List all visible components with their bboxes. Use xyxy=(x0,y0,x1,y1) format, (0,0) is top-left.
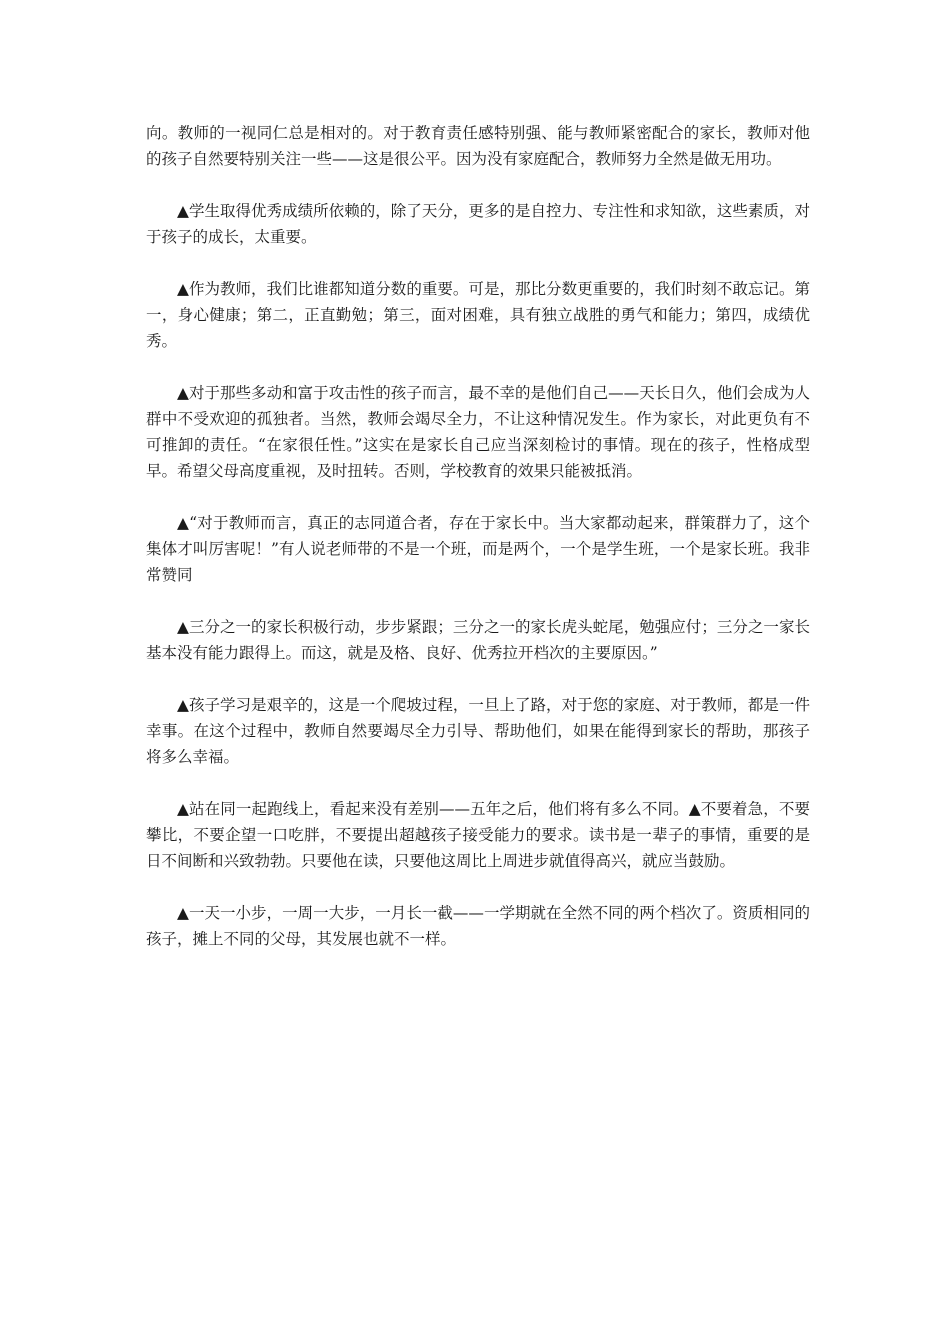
paragraph-uphill-learning: ▲孩子学习是艰辛的，这是一个爬坡过程，一旦上了路，对于您的家庭、对于教师，都是一件幸事。在这个过程中，教师自然要竭尽全力引导、帮助他们，如果在能得到家长的帮助，那孩子将多么幸福。 xyxy=(146,696,810,766)
paragraph-like-minded-parents: ▲“对于教师而言，真正的志同道合者，存在于家长中。当大家都动起来，群策群力了，这个集体才叫厉害呢！”有人说老师带的不是一个班，而是两个，一个是学生班，一个是家长班。我非常赞同 xyxy=(146,514,810,584)
paragraph-beyond-scores: ▲作为教师，我们比谁都知道分数的重要。可是，那比分数更重要的，我们时刻不敢忘记。第一，身心健康；第二，正直勤勉；第三，面对困难，具有独立战胜的勇气和能力；第四，成绩优秀。 xyxy=(146,280,810,350)
paragraph-parent-thirds: ▲三分之一的家长积极行动，步步紧跟；三分之一的家长虎头蛇尾，勉强应付；三分之一家长基本没有能力跟得上。而这，就是及格、良好、优秀拉开档次的主要原因。” xyxy=(146,618,810,662)
paragraph-aggressive-children: ▲对于那些多动和富于攻击性的孩子而言，最不幸的是他们自己——天长日久，他们会成为人群中不受欢迎的孤独者。当然，教师会竭尽全力，不让这种情况发生。作为家长，对此更负有不可推卸的责任。“在家很任性。”这实在是家长自己应当深刻检讨的事情。现在的孩子，性格成型早。希望父母高度重视，及时扭转。否则，学校教育的效果只能被抵消。 xyxy=(146,384,810,480)
document-body xyxy=(146,120,810,978)
paragraph-same-starting-line: ▲站在同一起跑线上，看起来没有差别——五年之后，他们将有多么不同。▲不要着急，不要攀比，不要企望一口吃胖，不要提出超越孩子接受能力的要求。读书是一辈子的事情，重要的是日不间断和兴致勃勃。只要他在读，只要他这周比上周进步就值得高兴，就应当鼓励。 xyxy=(146,800,810,870)
paragraph-continuation: 向。教师的一视同仁总是相对的。对于教育责任感特别强、能与教师紧密配合的家长，教师对他的孩子自然要特别关注一些——这是很公平。因为没有家庭配合，教师努力全然是做无用功。 xyxy=(146,124,810,168)
paragraph-small-steps: ▲一天一小步，一周一大步，一月长一截——一学期就在全然不同的两个档次了。资质相同的孩子，摊上不同的父母，其发展也就不一样。 xyxy=(146,904,810,948)
paragraph-qualities: ▲学生取得优秀成绩所依赖的，除了天分，更多的是自控力、专注性和求知欲，这些素质，对于孩子的成长，太重要。 xyxy=(146,202,810,246)
